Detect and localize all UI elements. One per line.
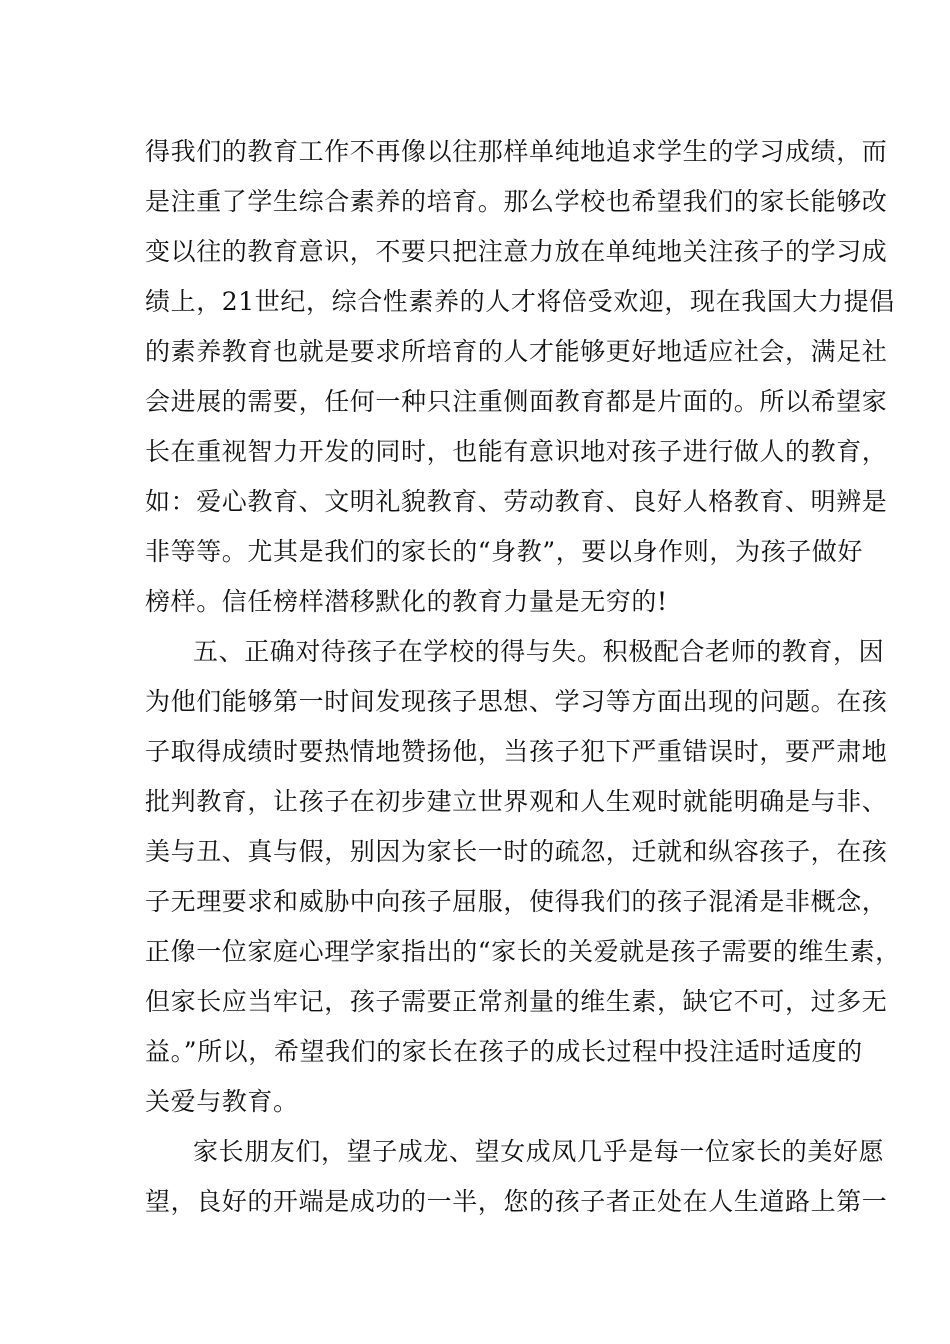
text-line: 非等等。尤其是我们的家长的“身教”，要以身作则，为孩子做好: [145, 537, 863, 566]
text-line: 会进展的需要，任何一种只注重侧面教育都是片面的。所以希望家: [145, 387, 888, 416]
text-line: 子取得成绩时要热情地赞扬他，当孩子犯下严重错误时，要严肃地: [145, 737, 888, 766]
text-line: 正像一位家庭心理学家指出的“家长的关爱就是孩子需要的维生素，: [145, 937, 901, 966]
paragraph-first-line: 家长朋友们，望子成龙、望女成凤几乎是每一位家长的美好愿: [193, 1137, 885, 1166]
text-line: 榜样。信任榜样潜移默化的教育力量是无穷的!: [145, 587, 668, 616]
text-line: 子无理要求和威胁中向孩子屈服，使得我们的孩子混淆是非概念，: [145, 887, 888, 916]
text-line: 美与丑、真与假，别因为家长一时的疏忽，迁就和纵容孩子，在孩: [145, 837, 888, 866]
text-line: 为他们能够第一时间发现孩子思想、学习等方面出现的问题。在孩: [145, 687, 888, 716]
text-line: 但家长应当牢记，孩子需要正常剂量的维生素，缺它不可，过多无: [145, 987, 888, 1016]
text-line: 长在重视智力开发的同时，也能有意识地对孩子进行做人的教育，: [145, 437, 888, 466]
text-line: 益。”所以，希望我们的家长在孩子的成长过程中投注适时适度的: [145, 1037, 863, 1066]
paragraph-first-line: 五、正确对待孩子在学校的得与失。积极配合老师的教育，因: [193, 637, 885, 666]
text-line: 望，良好的开端是成功的一半，您的孩子者正处在人生道路上第一: [145, 1187, 888, 1216]
text-line: 是注重了学生综合素养的培育。那么学校也希望我们的家长能够改: [145, 187, 888, 216]
text-line: 绩上，21世纪，综合性素养的人才将倍受欢迎，现在我国大力提倡: [145, 287, 895, 316]
text-line: 变以往的教育意识，不要只把注意力放在单纯地关注孩子的学习成: [145, 237, 888, 266]
text-line: 批判教育，让孩子在初步建立世界观和人生观时就能明确是与非、: [145, 787, 888, 816]
text-line: 的素养教育也就是要求所培育的人才能够更好地适应社会，满足社: [145, 337, 888, 366]
text-line: 关爱与教育。: [145, 1087, 299, 1116]
text-line: 得我们的教育工作不再像以往那样单纯地追求学生的学习成绩，而: [145, 137, 888, 166]
text-line: 如：爱心教育、文明礼貌教育、劳动教育、良好人格教育、明辨是: [145, 487, 888, 516]
